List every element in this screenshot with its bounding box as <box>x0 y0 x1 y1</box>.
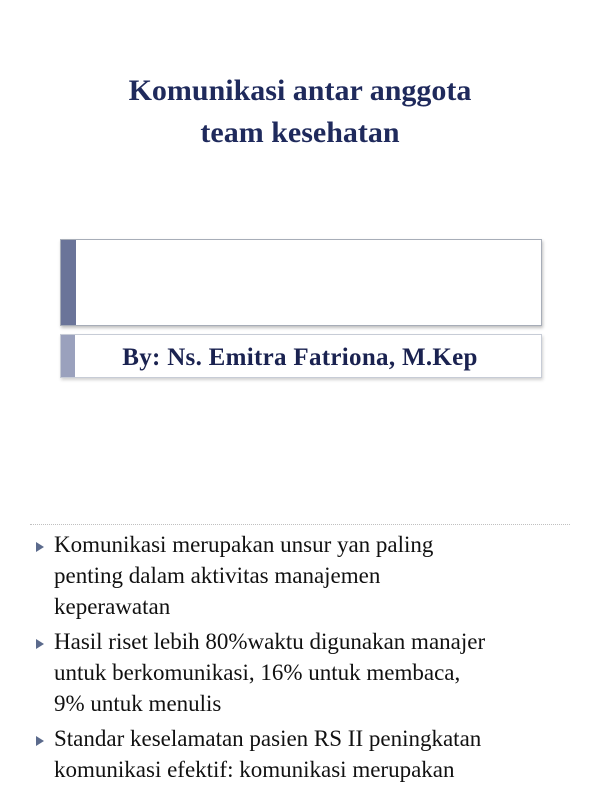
slide-title <box>40 70 560 154</box>
author-subtitle: By: Ns. Emitra Fatriona, M.Kep <box>122 344 478 371</box>
bullet-line: Standar keselamatan pasien RS II peningkatan <box>54 726 482 751</box>
bullet-list <box>0 529 600 789</box>
triangle-bullet-icon <box>36 736 44 746</box>
bullet-line: 9% untuk menulis <box>54 691 222 716</box>
bullet-line: untuk berkomunikasi, 16% untuk membaca, <box>54 660 461 685</box>
bullet-item <box>0 626 600 719</box>
bullet-line: komunikasi efektif: komunikasi merupakan <box>54 757 455 782</box>
bullet-text <box>54 626 580 719</box>
triangle-bullet-icon <box>36 542 44 552</box>
bullet-text <box>54 529 580 622</box>
bullet-line: penting dalam aktivitas manajemen <box>54 563 381 588</box>
bullet-line: Komunikasi merupakan unsur yan paling <box>54 532 434 557</box>
slide-divider <box>30 524 570 525</box>
title-placeholder-box <box>60 239 542 326</box>
title-box-accent-bar <box>61 240 76 325</box>
bullet-line: keperawatan <box>54 594 171 619</box>
bullet-item <box>0 723 600 785</box>
bullet-line: Hasil riset lebih 80%waktu digunakan manajer <box>54 629 486 654</box>
slide-title-line-1: Komunikasi antar anggota <box>128 74 472 107</box>
triangle-bullet-icon <box>36 639 44 649</box>
slide-title-line-2: team kesehatan <box>200 116 400 149</box>
bullet-text <box>54 723 580 785</box>
bullet-item <box>0 529 600 622</box>
